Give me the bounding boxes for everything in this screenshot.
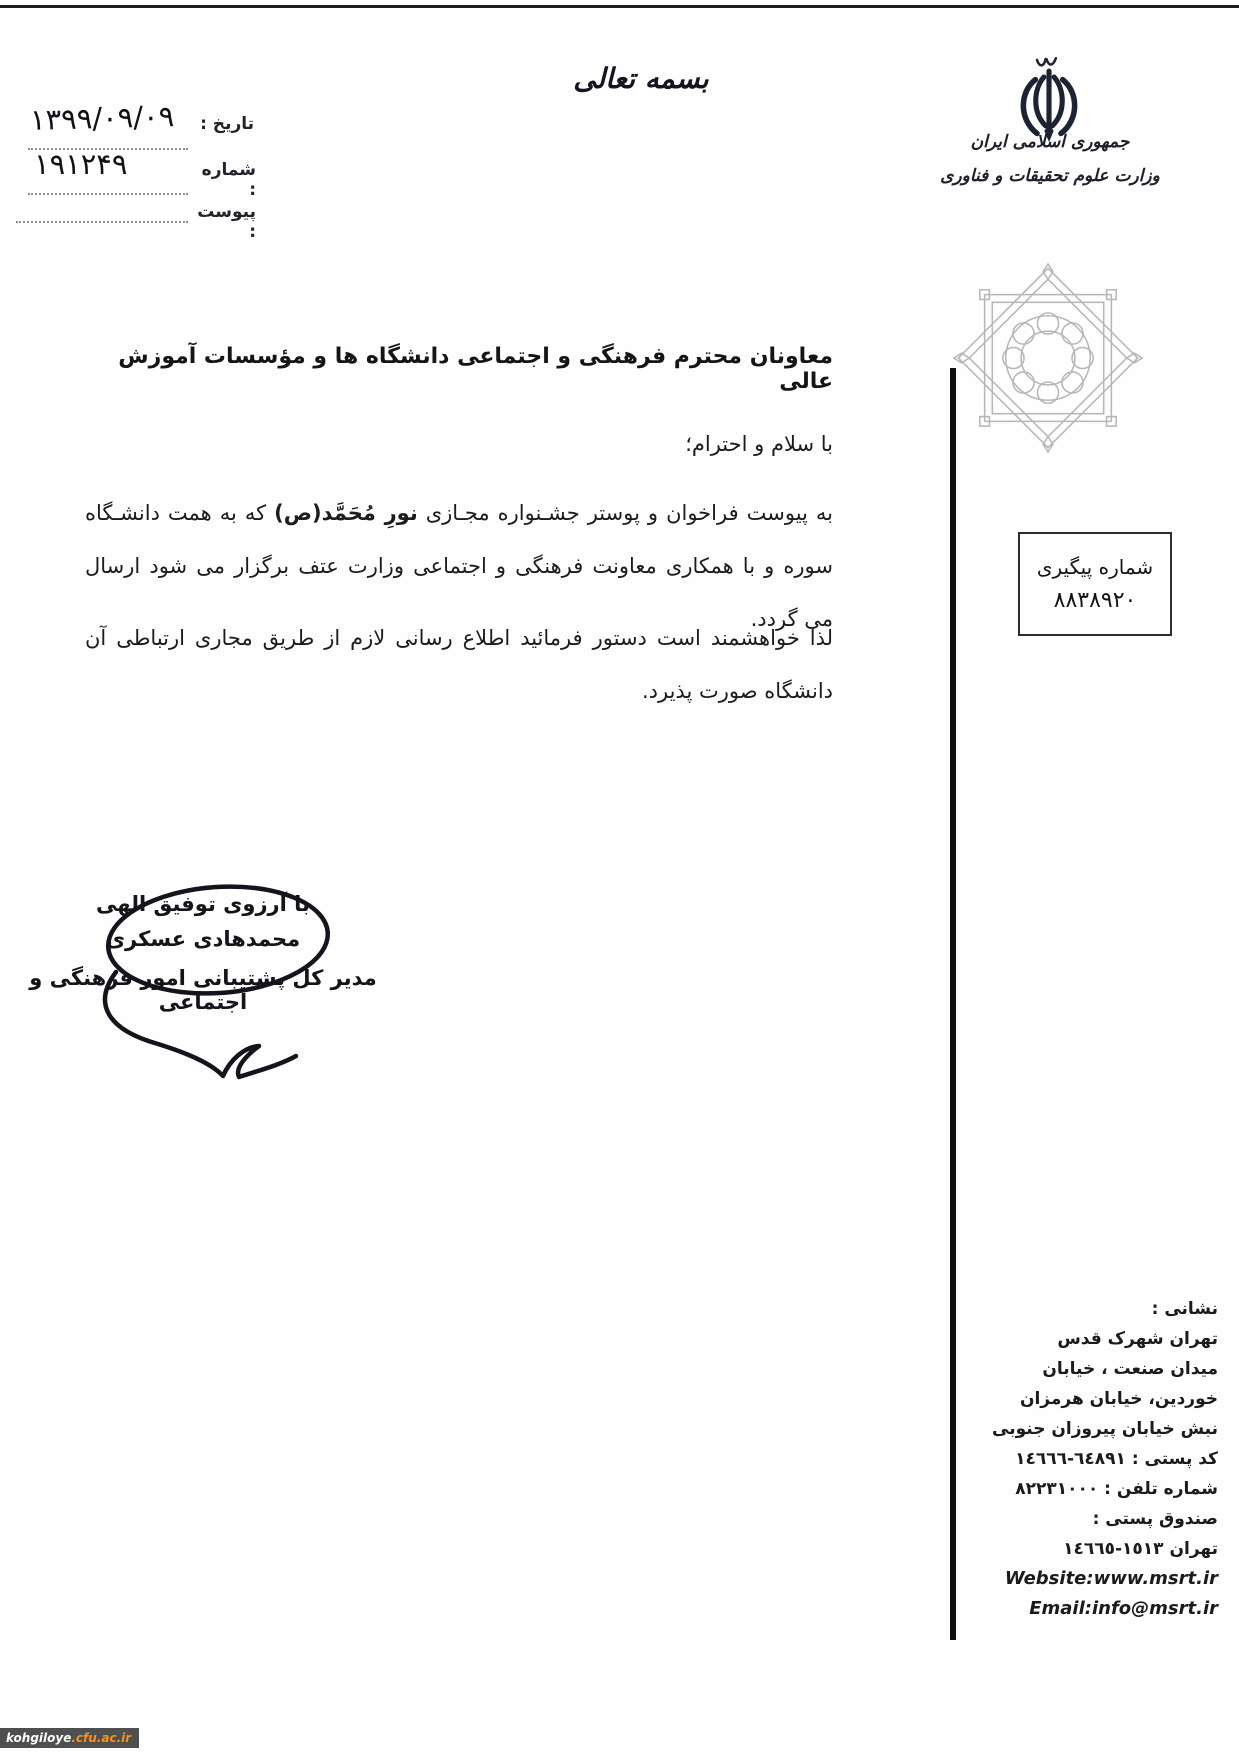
letterhead-ministry: وزارت علوم تحقیقات و فناوری: [940, 166, 1160, 186]
phone-line: شماره تلفن : ٨٢٢٣١٠٠٠: [1015, 1479, 1218, 1499]
letterhead-country: جمهوری اسلامی ایران: [970, 132, 1130, 152]
attachment-dotted-line: [16, 221, 188, 223]
salutation-line: با سلام و احترام؛: [685, 432, 833, 456]
number-field-label: شماره :: [201, 160, 256, 200]
number-dotted-line: [28, 193, 188, 195]
festival-name-bold: نورِ مُحَمَّد(ص): [274, 501, 418, 525]
watermark-domain: .cfu.ac.ir: [71, 1730, 132, 1745]
date-field-value: ۱۳۹۹/۰۹/۰۹: [29, 99, 175, 137]
shamseh-ornament-icon: [952, 262, 1144, 454]
address-line: میدان صنعت ، خیابان: [1042, 1359, 1218, 1379]
website-line: Website:www.msrt.ir: [1004, 1568, 1218, 1589]
paragraph1-text-before: به پیوست فراخوان و پوستر جشـنواره مجـازی: [417, 501, 833, 525]
address-block: [948, 1294, 1218, 1624]
signer-title: مدیر کل پشتیبانی امور فرهنگی و اجتماعی: [29, 966, 377, 1014]
email-line: Email:info@msrt.ir: [1029, 1598, 1218, 1619]
address-line: نبش خیابان پیروزان جنوبی: [992, 1419, 1218, 1439]
tracking-number-label: شماره پیگیری: [1036, 555, 1154, 579]
po-box-label: صندوق پستی :: [1092, 1509, 1218, 1529]
postal-code-line: کد پستی : ٦٤٨٩١-١٤٦٦٦: [1015, 1449, 1218, 1469]
top-border-line: [0, 5, 1239, 8]
tracking-number-value: ۸۸۳۸۹۲۰: [1053, 588, 1137, 613]
signer-name: محمدهادی عسکری: [105, 927, 301, 951]
address-label: نشانی :: [1151, 1299, 1218, 1319]
date-field-label: تاریخ :: [200, 114, 254, 134]
address-line: تهران شهرک قدس: [1057, 1329, 1218, 1349]
recipient-heading: معاونان محترم فرهنگی و اجتماعی دانشگاه ها و مؤسسات آموزش عالی: [118, 344, 833, 394]
bismillah-calligraphy: بسمه تعالی: [573, 62, 709, 95]
body-paragraph-2: لذا خواهشمند است دستور فرمائید اطلاع رسانی لازم از طریق مجاری ارتباطی آن دانشگاه صورت پذیرد.: [85, 626, 833, 703]
site-watermark: [0, 1728, 139, 1748]
watermark-site: kohgiloye: [6, 1730, 72, 1745]
po-box-line: تهران ١٥١٣-١٤٦٦٥: [1063, 1539, 1218, 1559]
handwritten-signature-scribble: [30, 872, 390, 1102]
number-field-value: ۱۹۱۲۴۹: [34, 147, 128, 181]
attachment-field-label: پیوست :: [197, 202, 256, 242]
paragraph1-text-after: که به همت دانشـگاه سوره و با همکاری معاونت فرهنگی و اجتماعی وزارت عتف برگزار می شود ارسال می گردد.: [85, 501, 833, 631]
address-line: خوردین، خیابان هرمزان: [1019, 1389, 1218, 1409]
signature-wish-line: با آرزوی توفیق الهی: [96, 892, 310, 916]
tracking-number-box: [1018, 532, 1172, 636]
